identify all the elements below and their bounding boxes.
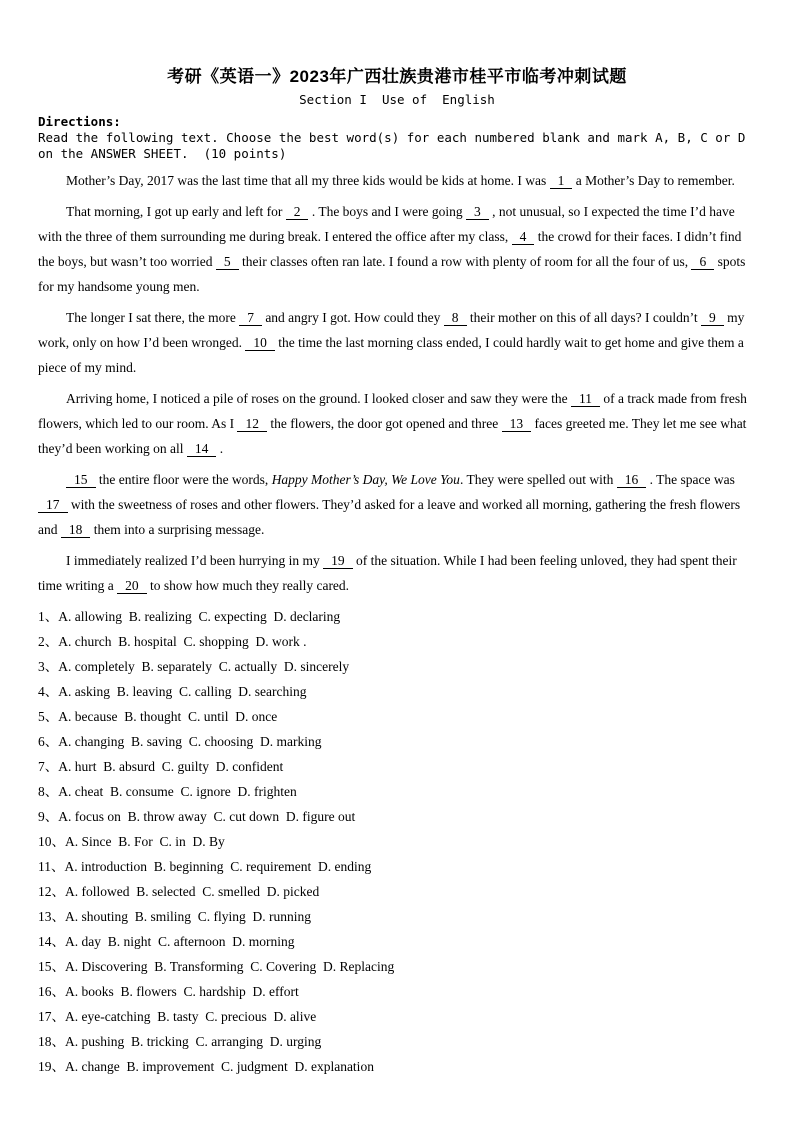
question-line [38, 1029, 756, 1054]
blank-8: 8 [444, 310, 467, 326]
question-line [38, 779, 756, 804]
question-line [38, 979, 756, 1004]
question-options: A. hurt B. absurd C. guilty D. confident [58, 759, 284, 774]
question-options: A. because B. thought C. until D. once [58, 709, 278, 724]
question-line [38, 829, 756, 854]
question-options: A. Discovering B. Transforming C. Covering D. Replacing [65, 959, 395, 974]
question-number: 10、 [38, 834, 65, 849]
question-number: 14、 [38, 934, 65, 949]
blank-7: 7 [239, 310, 262, 326]
passage-paragraph: Arriving home, I noticed a pile of roses on the ground. I looked closer and saw they were the 11 of a track made from fresh flowers, which led to our room. As I 12 the flowers, the door got opened and three 13 faces greeted me. They let me see what they’d been working on all 14 . [38, 391, 747, 456]
blank-1: 1 [550, 173, 573, 189]
blank-10: 10 [245, 335, 275, 351]
question-options: A. church B. hospital C. shopping D. work . [58, 634, 307, 649]
question-line [38, 804, 756, 829]
question-options: A. changing B. saving C. choosing D. marking [58, 734, 322, 749]
question-options: A. day B. night C. afternoon D. morning [65, 934, 295, 949]
blank-17: 17 [38, 497, 68, 513]
directions-label: Directions: [38, 114, 121, 129]
directions-block [38, 114, 756, 162]
blank-19: 19 [323, 553, 353, 569]
passage-paragraph: 15 the entire floor were the words, Happy Mother’s Day, We Love You. They were spelled out with 16 . The space was 17 with the sweetness of roses and other flowers. They’d asked for a leave and worked all morning, gathering the fresh flowers and 18 them into a surprising message. [38, 472, 741, 537]
question-number: 8、 [38, 784, 59, 799]
question-number: 18、 [38, 1034, 65, 1049]
directions-text: Read the following text. Choose the best word(s) for each numbered blank and mark A, B, C or D on the ANSWER SHEET. (10 points) [38, 130, 753, 161]
section-heading: Section I Use of English [299, 92, 495, 107]
blank-11: 11 [571, 391, 600, 407]
question-line [38, 654, 756, 679]
question-line [38, 929, 756, 954]
question-line [38, 754, 756, 779]
passage [38, 168, 756, 598]
question-number: 4、 [38, 684, 59, 699]
blank-4: 4 [512, 229, 535, 245]
passage-paragraph: I immediately realized I’d been hurrying in my 19 of the situation. While I had been feeling unloved, they had spent their time writing a 20 to show how much they really cared. [38, 553, 737, 593]
blank-13: 13 [502, 416, 532, 432]
blank-18: 18 [61, 522, 91, 538]
question-options: A. eye-catching B. tasty C. precious D. alive [65, 1009, 317, 1024]
passage-paragraph: That morning, I got up early and left for 2 . The boys and I were going 3 , not unusual, so I expected the time I’d have with the three of them surrounding me during break. I entered the office after my class, 4 the crowd for their faces. I didn’t find the boys, but wasn’t too worried 5 their classes often ran late. I found a row with plenty of room for all the four of us, 6 spots for my handsome young men. [38, 204, 746, 294]
question-line [38, 704, 756, 729]
question-line [38, 1004, 756, 1029]
blank-16: 16 [617, 472, 647, 488]
question-options: A. introduction B. beginning C. requirement D. ending [64, 859, 372, 874]
question-number: 5、 [38, 709, 59, 724]
passage-paragraph: The longer I sat there, the more 7 and angry I got. How could they 8 their mother on this of all days? I couldn’t 9 my work, only on how I’d been wronged. 10 the time the last morning class ended, I could hardly wait to get home and give them a piece of my mind. [38, 310, 745, 375]
question-number: 2、 [38, 634, 59, 649]
blank-3: 3 [466, 204, 489, 220]
question-options: A. Since B. For C. in D. By [65, 834, 225, 849]
question-line [38, 904, 756, 929]
document-title: 考研《英语一》2023年广西壮族贵港市桂平市临考冲刺试题 [167, 67, 627, 86]
question-options: A. shouting B. smiling C. flying D. running [65, 909, 312, 924]
question-options: A. completely B. separately C. actually D. sincerely [58, 659, 350, 674]
question-number: 1、 [38, 609, 59, 624]
question-list [38, 604, 756, 1079]
blank-9: 9 [701, 310, 724, 326]
question-line [38, 604, 756, 629]
question-number: 13、 [38, 909, 65, 924]
question-line [38, 879, 756, 904]
question-number: 16、 [38, 984, 65, 999]
question-line [38, 679, 756, 704]
question-number: 6、 [38, 734, 59, 749]
blank-12: 12 [237, 416, 267, 432]
question-number: 17、 [38, 1009, 65, 1024]
question-options: A. change B. improvement C. judgment D. explanation [65, 1059, 374, 1074]
question-options: A. books B. flowers C. hardship D. effort [65, 984, 299, 999]
question-number: 7、 [38, 759, 59, 774]
blank-20: 20 [117, 578, 147, 594]
blank-2: 2 [286, 204, 309, 220]
question-line [38, 854, 756, 879]
question-options: A. focus on B. throw away C. cut down D. figure out [58, 809, 356, 824]
question-options: A. allowing B. realizing C. expecting D. declaring [58, 609, 341, 624]
question-number: 15、 [38, 959, 65, 974]
blank-5: 5 [216, 254, 239, 270]
question-number: 11、 [38, 859, 65, 874]
question-line [38, 1054, 756, 1079]
question-number: 3、 [38, 659, 59, 674]
question-options: A. cheat B. consume C. ignore D. frighten [58, 784, 297, 799]
question-number: 9、 [38, 809, 59, 824]
passage-paragraph: Mother’s Day, 2017 was the last time that all my three kids would be kids at home. I was 1 a Mother’s Day to remember. [66, 173, 735, 188]
blank-6: 6 [691, 254, 714, 270]
blank-15: 15 [66, 472, 96, 488]
question-line [38, 954, 756, 979]
question-line [38, 629, 756, 654]
question-line [38, 729, 756, 754]
question-number: 19、 [38, 1059, 65, 1074]
blank-14: 14 [187, 441, 217, 457]
question-options: A. asking B. leaving C. calling D. searching [58, 684, 307, 699]
question-number: 12、 [38, 884, 65, 899]
question-options: A. pushing B. tricking C. arranging D. urging [65, 1034, 322, 1049]
question-options: A. followed B. selected C. smelled D. picked [65, 884, 320, 899]
